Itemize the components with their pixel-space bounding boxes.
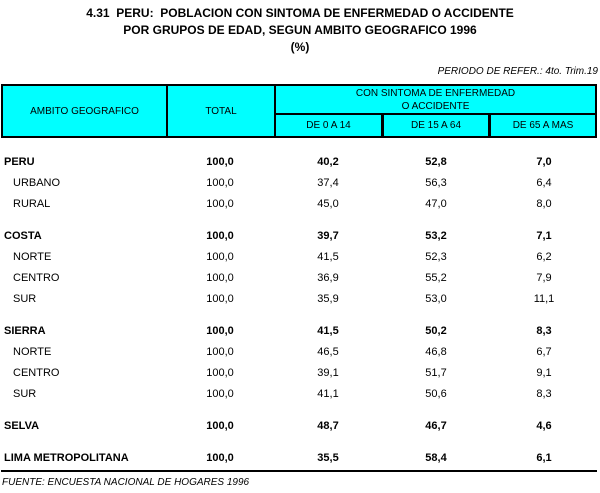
cell-de-0-a-14: 48,7 xyxy=(317,419,339,432)
cell-total: 100,0 xyxy=(206,292,234,305)
period-reference-note: PERIODO DE REFER.: 4to. Trim.19 xyxy=(437,66,598,77)
cell-de-15-a-64: 56,3 xyxy=(425,176,447,189)
cell-de-15-a-64: 50,6 xyxy=(425,387,447,400)
row-label: PERU xyxy=(4,155,35,168)
cell-de-15-a-64: 52,8 xyxy=(425,155,447,168)
cell-total: 100,0 xyxy=(206,366,234,379)
table-row xyxy=(0,267,600,288)
row-label: NORTE xyxy=(13,250,52,263)
table-title xyxy=(0,5,600,56)
group-header-line-2: O ACCIDENTE xyxy=(401,100,470,112)
cell-de-0-a-14: 35,9 xyxy=(317,292,339,305)
cell-de-15-a-64: 46,8 xyxy=(425,345,447,358)
cell-de-65-a-mas: 6,1 xyxy=(536,451,552,464)
cell-total: 100,0 xyxy=(206,451,234,464)
cell-total: 100,0 xyxy=(206,176,234,189)
row-label: SIERRA xyxy=(4,324,46,337)
cell-total: 100,0 xyxy=(206,345,234,358)
cell-de-65-a-mas: 7,1 xyxy=(536,229,552,242)
cell-de-65-a-mas: 6,4 xyxy=(536,176,552,189)
cell-de-65-a-mas: 8,0 xyxy=(536,197,552,210)
cell-de-15-a-64: 50,2 xyxy=(425,324,447,337)
table-row xyxy=(0,383,600,404)
column-group-header xyxy=(276,86,595,115)
cell-de-65-a-mas: 8,3 xyxy=(536,387,552,400)
row-label: LIMA METROPOLITANA xyxy=(4,451,129,464)
cell-de-65-a-mas: 8,3 xyxy=(536,324,552,337)
cell-de-0-a-14: 41,1 xyxy=(317,387,339,400)
cell-de-0-a-14: 40,2 xyxy=(317,155,339,168)
cell-de-65-a-mas: 7,0 xyxy=(536,155,552,168)
row-label: URBANO xyxy=(13,176,61,189)
cell-de-15-a-64: 55,2 xyxy=(425,271,447,284)
cell-de-65-a-mas: 6,7 xyxy=(536,345,552,358)
cell-total: 100,0 xyxy=(206,155,234,168)
cell-de-0-a-14: 39,7 xyxy=(317,229,339,242)
cell-total: 100,0 xyxy=(206,324,234,337)
column-header-de-0-a-14: DE 0 A 14 xyxy=(276,115,384,136)
table-row xyxy=(0,151,600,172)
subcolumn-header-row xyxy=(276,115,595,136)
column-header-total: TOTAL xyxy=(168,86,276,136)
table-body xyxy=(0,140,600,468)
cell-de-15-a-64: 53,0 xyxy=(425,292,447,305)
cell-de-0-a-14: 45,0 xyxy=(317,197,339,210)
row-label: CENTRO xyxy=(13,271,60,284)
table-row xyxy=(0,341,600,362)
cell-de-15-a-64: 51,7 xyxy=(425,366,447,379)
table-row xyxy=(0,246,600,267)
table-row xyxy=(0,225,600,246)
cell-de-0-a-14: 37,4 xyxy=(317,176,339,189)
cell-de-65-a-mas: 6,2 xyxy=(536,250,552,263)
column-header-de-65-a-mas: DE 65 A MAS xyxy=(512,120,574,131)
title-line-1: 4.31 PERU: POBLACION CON SINTOMA DE ENFERMEDAD O ACCIDENTE xyxy=(86,6,514,20)
row-label: NORTE xyxy=(13,345,52,358)
table-row xyxy=(0,320,600,341)
title-line-2: POR GRUPOS DE EDAD, SEGUN AMBITO GEOGRAFICO 1996 xyxy=(123,23,477,37)
table-row xyxy=(0,193,600,214)
cell-de-0-a-14: 35,5 xyxy=(317,451,339,464)
cell-de-65-a-mas: 7,9 xyxy=(536,271,552,284)
cell-de-15-a-64: 58,4 xyxy=(425,451,447,464)
cell-total: 100,0 xyxy=(206,229,234,242)
cell-de-15-a-64: 52,3 xyxy=(425,250,447,263)
column-header-ambito-geografico: AMBITO GEOGRAFICO xyxy=(3,86,168,136)
cell-total: 100,0 xyxy=(206,387,234,400)
cell-de-0-a-14: 39,1 xyxy=(317,366,339,379)
table-row xyxy=(0,362,600,383)
table-row xyxy=(0,415,600,436)
title-line-3: (%) xyxy=(290,40,310,54)
cell-total: 100,0 xyxy=(206,271,234,284)
table-row xyxy=(0,447,600,468)
cell-de-15-a-64: 46,7 xyxy=(425,419,447,432)
column-header-de-15-a-64: DE 15 A 64 xyxy=(384,115,491,136)
cell-de-0-a-14: 36,9 xyxy=(317,271,339,284)
row-label: RURAL xyxy=(13,197,51,210)
cell-de-65-a-mas: 9,1 xyxy=(536,366,552,379)
cell-de-15-a-64: 53,2 xyxy=(425,229,447,242)
row-label: SUR xyxy=(13,292,37,305)
table-header xyxy=(1,84,597,138)
row-label: SUR xyxy=(13,387,37,400)
group-header-line-1: CON SINTOMA DE ENFERMEDAD xyxy=(355,87,516,99)
cell-de-15-a-64: 47,0 xyxy=(425,197,447,210)
source-note: FUENTE: ENCUESTA NACIONAL DE HOGARES 1996 xyxy=(2,477,250,488)
row-label: CENTRO xyxy=(13,366,60,379)
cell-total: 100,0 xyxy=(206,419,234,432)
bottom-rule xyxy=(1,470,597,472)
table-row xyxy=(0,172,600,193)
cell-total: 100,0 xyxy=(206,250,234,263)
cell-de-0-a-14: 46,5 xyxy=(317,345,339,358)
cell-de-65-a-mas: 4,6 xyxy=(536,419,552,432)
cell-de-0-a-14: 41,5 xyxy=(317,250,339,263)
row-label: COSTA xyxy=(4,229,42,242)
row-label: SELVA xyxy=(4,419,40,432)
column-group-sintoma xyxy=(276,86,595,136)
cell-total: 100,0 xyxy=(206,197,234,210)
cell-de-0-a-14: 41,5 xyxy=(317,324,339,337)
table-row xyxy=(0,288,600,309)
cell-de-65-a-mas: 11,1 xyxy=(533,292,555,305)
